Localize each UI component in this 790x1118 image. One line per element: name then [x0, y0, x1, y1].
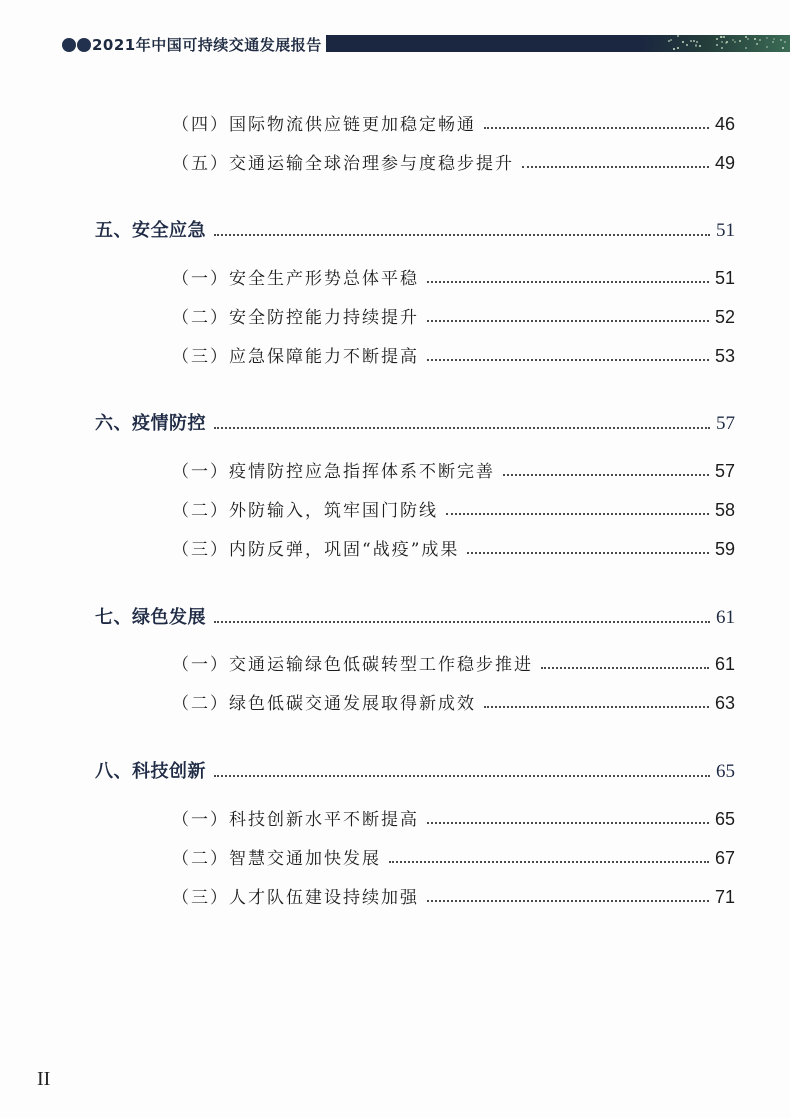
toc-entry-label: （二）智慧交通加快发展 — [172, 849, 381, 869]
toc-entry-label: （五）交通运输全球治理参与度稳步提升 — [172, 154, 514, 174]
toc-entry-sub[interactable] — [172, 303, 735, 328]
dot-leader — [427, 900, 709, 902]
dot-leader — [214, 234, 710, 236]
toc-entry-label: （二）外防输入，筑牢国门防线 — [172, 501, 438, 521]
toc-entry-sub[interactable] — [172, 650, 735, 675]
toc-entry-sub[interactable] — [172, 496, 735, 521]
toc-entry-label: （一）科技创新水平不断提高 — [172, 810, 419, 830]
toc-entry-page: 51 — [714, 268, 735, 288]
toc-entry-section[interactable] — [95, 603, 735, 629]
header-title: 2021年中国可持续交通发展报告 — [92, 36, 322, 54]
dot-leader — [427, 359, 709, 361]
dot-leader — [484, 706, 709, 708]
toc-entry-sub[interactable] — [172, 149, 735, 174]
toc-entry-section[interactable] — [95, 216, 735, 242]
toc-entry-page: 49 — [714, 153, 735, 173]
toc-entry-sub[interactable] — [172, 805, 735, 830]
dot-leader — [214, 427, 710, 429]
toc-entry-page: 71 — [714, 887, 735, 907]
toc-section-page: 61 — [716, 607, 735, 628]
toc-entry-sub[interactable] — [172, 844, 735, 869]
toc-entry-sub[interactable] — [172, 689, 735, 714]
toc-entry-sub[interactable] — [172, 264, 735, 289]
dot-leader — [503, 474, 709, 476]
toc-entry-page: 65 — [714, 809, 735, 829]
toc-entry-label: （三）应急保障能力不断提高 — [172, 347, 419, 367]
dot-leader — [389, 861, 709, 863]
toc-entry-label: （二）安全防控能力持续提升 — [172, 308, 419, 328]
toc-entry-label: （三）人才队伍建设持续加强 — [172, 888, 419, 908]
dot-leader — [541, 667, 709, 669]
toc-section-label: 七、绿色发展 — [95, 607, 206, 628]
toc-entry-page: 59 — [714, 539, 735, 559]
toc-entry-page: 53 — [714, 346, 735, 366]
toc-entry-label: （一）疫情防控应急指挥体系不断完善 — [172, 462, 495, 482]
toc-entry-label: （四）国际物流供应链更加稳定畅通 — [172, 115, 476, 135]
toc-section-label: 六、疫情防控 — [95, 413, 206, 434]
toc-entry-section[interactable] — [95, 757, 735, 783]
toc-section-label: 五、安全应急 — [95, 220, 206, 241]
toc-entry-label: （三）内防反弹，巩固“战疫”成果 — [172, 540, 460, 560]
toc-entry-sub[interactable] — [172, 110, 735, 135]
toc-entry-page: 67 — [714, 848, 735, 868]
toc-section-label: 八、科技创新 — [95, 761, 206, 782]
toc-entry-label: （二）绿色低碳交通发展取得新成效 — [172, 694, 476, 714]
dot-leader — [427, 281, 709, 283]
toc-entry-page: 57 — [714, 461, 735, 481]
toc-section-page: 65 — [716, 761, 735, 782]
toc-entry-page: 46 — [714, 114, 735, 134]
dot-leader — [214, 775, 710, 777]
dot-leader — [446, 513, 709, 515]
dot-leader — [522, 166, 709, 168]
toc-entry-sub[interactable] — [172, 535, 735, 560]
toc-section-page: 51 — [716, 220, 735, 241]
toc-entry-label: （一）交通运输绿色低碳转型工作稳步推进 — [172, 655, 533, 675]
page-folio: II — [37, 1068, 51, 1090]
toc-entry-sub[interactable] — [172, 457, 735, 482]
toc-entry-page: 52 — [714, 307, 735, 327]
toc-entry-page: 63 — [714, 693, 735, 713]
toc-entry-sub[interactable] — [172, 342, 735, 367]
dot-leader — [484, 127, 709, 129]
dot-leader — [214, 621, 710, 623]
dot-leader — [427, 320, 709, 322]
toc-entry-sub[interactable] — [172, 883, 735, 908]
toc-entry-section[interactable] — [95, 409, 735, 435]
toc-section-page: 57 — [716, 413, 735, 434]
toc-entry-page: 58 — [714, 500, 735, 520]
dot-leader — [467, 552, 709, 554]
toc-entry-page: 61 — [714, 654, 735, 674]
toc-entry-label: （一）安全生产形势总体平稳 — [172, 269, 419, 289]
dot-leader — [427, 822, 709, 824]
